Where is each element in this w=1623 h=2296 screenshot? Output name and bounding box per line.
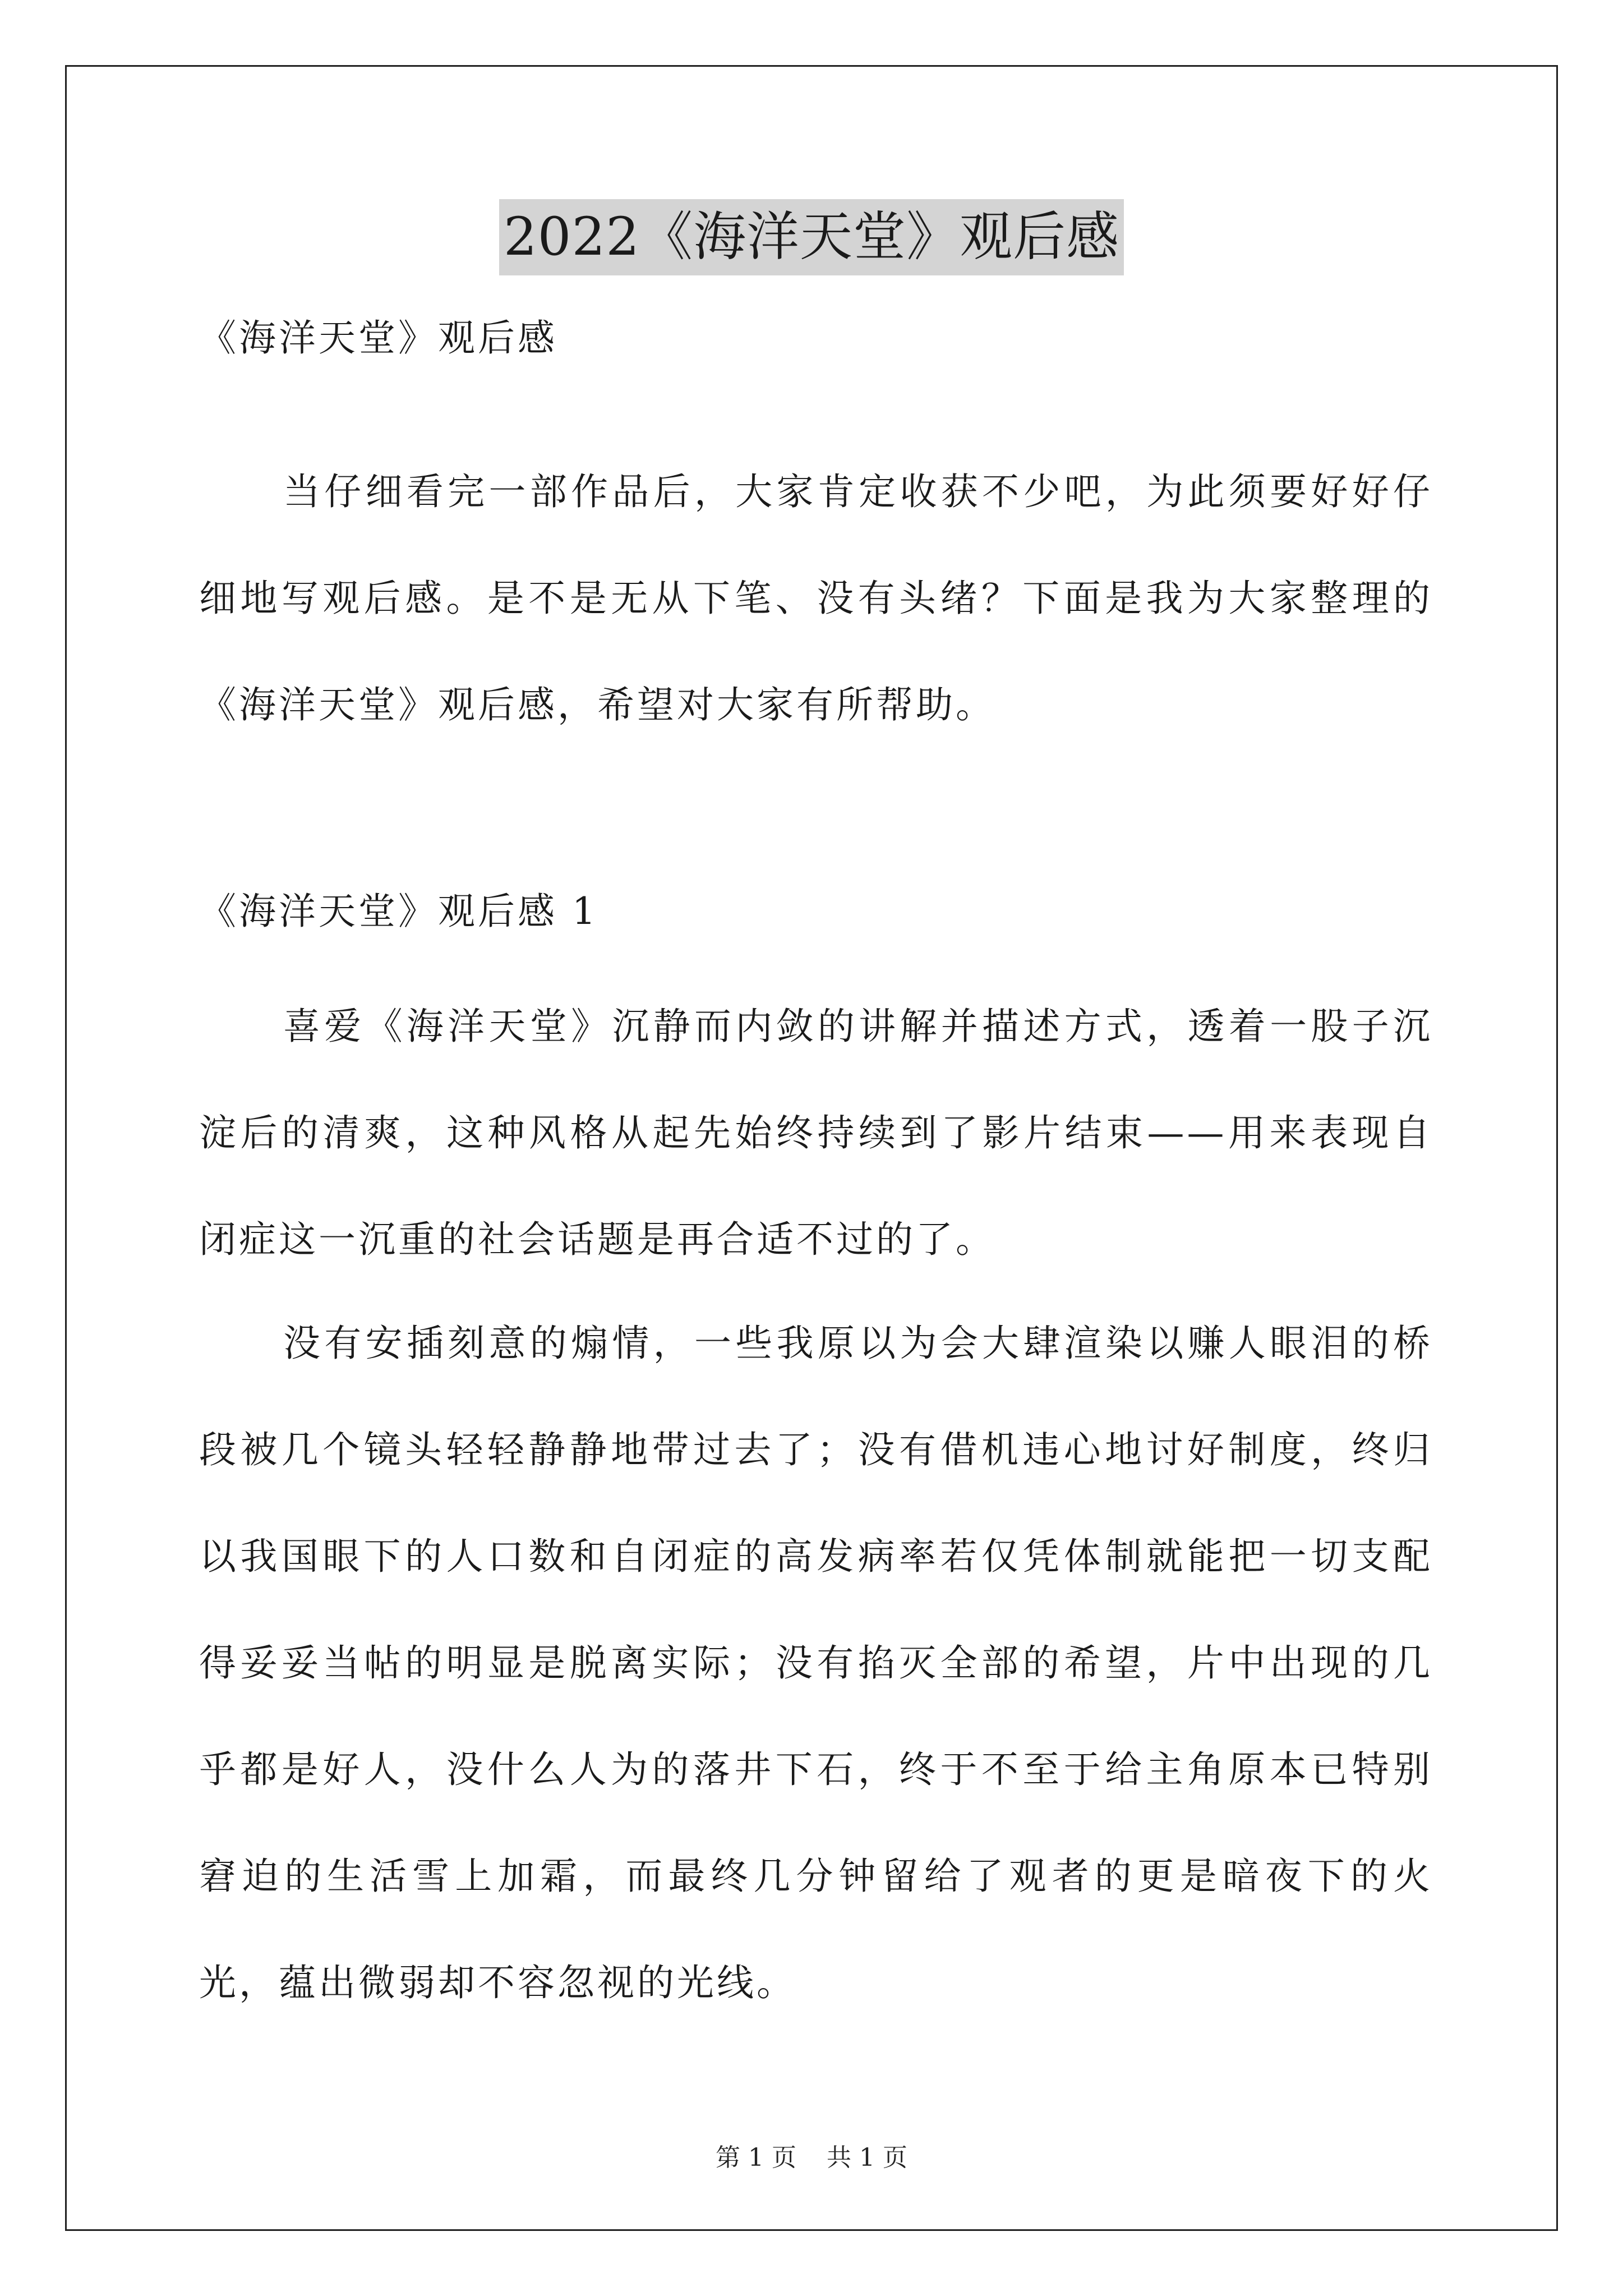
- page-number-current: 第 1 页: [716, 2143, 796, 2172]
- section-heading: 《海洋天堂》观后感 1: [199, 890, 598, 933]
- intro-heading: 《海洋天堂》观后感: [199, 316, 557, 360]
- body-paragraph-2: 没有安插刻意的煽情，一些我原以为会大肆渲染以赚人眼泪的桥段被几个镜头轻轻静静地带过去了；没有借机违心地讨好制度，终归以我国眼下的人口数和自闭症的高发病率若仅凭体制就能把一切支配得妥妥当帖的明显是脱离实际；没有掐灭全部的希望，片中出现的几乎都是好人，没什么人为的落井下石，终于不至于给主角原本已特别窘迫的生活雪上加霜，而最终几分钟留给了观者的更是暗夜下的火光，蕴出微弱却不容忽视的光线。: [199, 1322, 1433, 2004]
- title-container: [0, 199, 1623, 275]
- page-footer: [0, 2137, 1623, 2173]
- intro-paragraph: 当仔细看完一部作品后，大家肯定收获不少吧，为此须要好好仔细地写观后感。是不是无从下笔、没有头绪？下面是我为大家整理的《海洋天堂》观后感，希望对大家有所帮助。: [199, 470, 1433, 726]
- page-number-total: 共 1 页: [827, 2143, 907, 2172]
- document-title: 2022《海洋天堂》观后感: [499, 199, 1124, 275]
- body-paragraph-1: 喜爱《海洋天堂》沉静而内敛的讲解并描述方式，透着一股子沉淀后的清爽，这种风格从起先始终持续到了影片结束——用来表现自闭症这一沉重的社会话题是再合适不过的了。: [199, 1005, 1433, 1261]
